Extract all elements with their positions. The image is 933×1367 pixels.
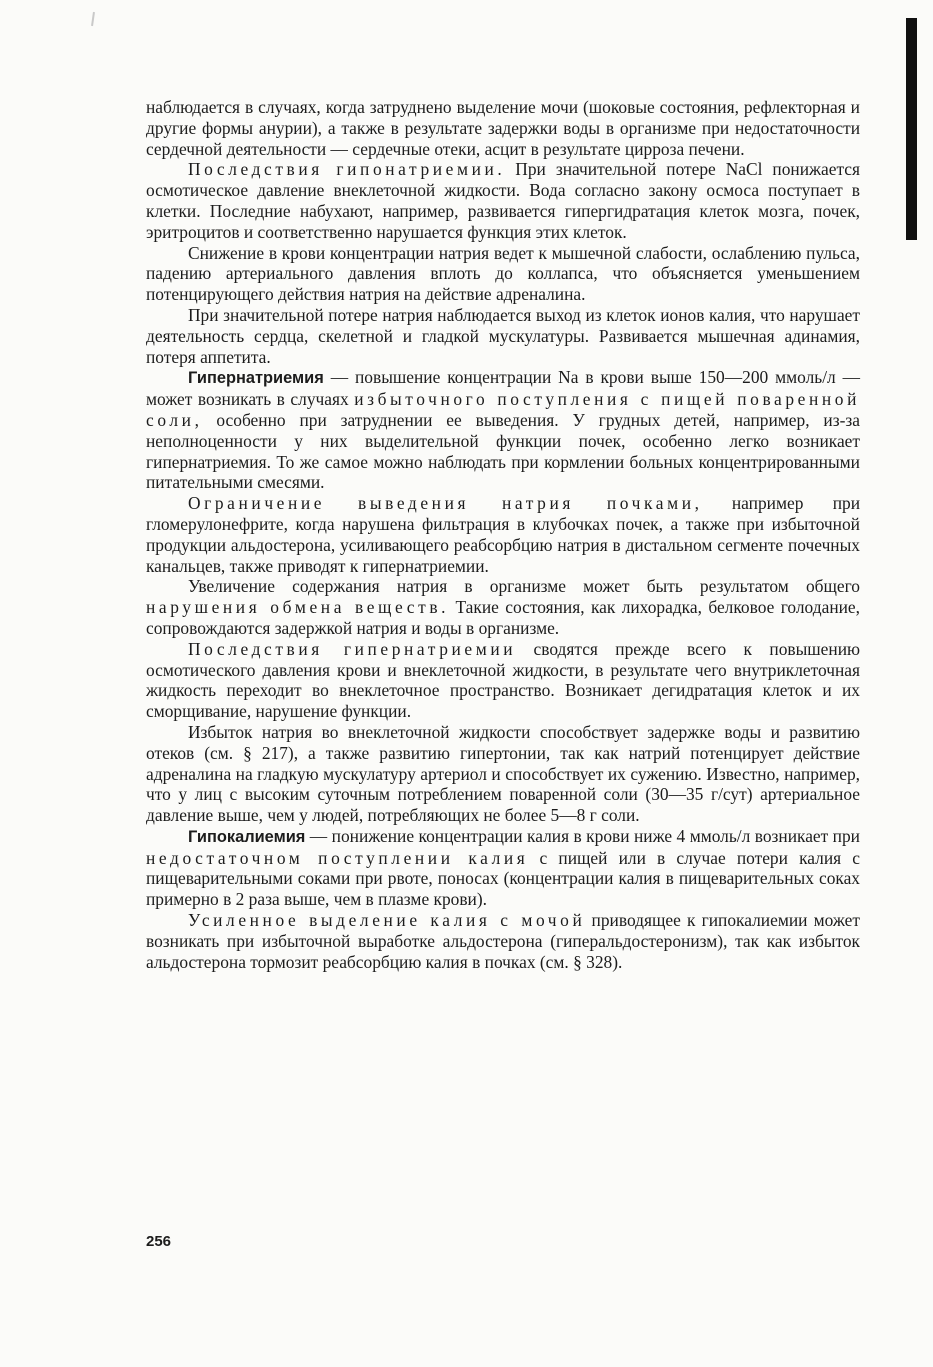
paragraph — [146, 722, 860, 826]
text-run: например при гломерулонефрите, когда нарушена фильтрация в клубочках почек, а также при избыточной продукции альдостерона, усиливающего реабсорбцию натрия в дистальном сегменте почечных канальцев, также приводят к гипернатриемии. — [146, 493, 861, 576]
paragraph — [146, 576, 860, 638]
scan-edge-bar — [906, 18, 917, 240]
text-run: с пищей или в случае потери калия с пищеварительными соками при рвоте, поносах (концентрации калия в пищеварительных соках примерно в 2 раза выше, чем в плазме крови). — [146, 847, 860, 910]
text-run: — повышение концентрации Na в крови выше 150—200 ммоль/л — может возникать в случаях — [146, 367, 860, 410]
text-run: Избыток натрия во внеклеточной жидкости способствует задержке воды и развитию отеков (см. § 217), а также развитию гипертонии, так как натрий потенцирует действие адреналина на гладкую мускулатуру артериол и способствует их сужению. Известно, например, что у лиц с высоким суточным потреблением поваренной соли (30—35 г/сут) артериальное давление выше, чем у людей, потребляющих не более 5—8 г соли. — [146, 721, 860, 826]
scan-mark — [91, 12, 95, 26]
paragraph — [146, 305, 860, 367]
spaced-emphasis: избыточного поступления с пищей поваренной соли, — [146, 389, 860, 430]
paragraph — [146, 243, 860, 305]
paragraph — [146, 826, 860, 910]
spaced-emphasis: Ограничение выведения натрия почками, — [188, 493, 703, 514]
text-run: При значительной потере натрия наблюдается выход из клеток ионов калия, что нарушает деятельность сердца, скелетной и гладкой мускулатуры. Развивается мышечная адинамия, потеря аппетита. — [146, 304, 860, 367]
term-heading: Гипокалиемия — [188, 827, 306, 846]
text-run: При значительной потере NaCl понижается осмотическое давление внеклеточной жидкости. Вода согласно закону осмоса поступает в клетки. Последние набухают, например, развивается гипергидратация клеток мозга, почек, эритроцитов и соответственно нарушается функция этих клеток. — [146, 159, 860, 242]
text-run: наблюдается в случаях, когда затруднено выделение мочи (шоковые состояния, рефлекторная и другие формы анурии), а также в результате задержки воды в организме при недостаточности сердечной деятельности — сердечные отеки, асцит в результате цирроза печени. — [146, 97, 860, 159]
paragraph — [146, 159, 860, 242]
text-run: сводятся прежде всего к повышению осмотического давления крови и внеклеточной жидкости, в результате чего внутриклеточная жидкость переходит во внеклеточное пространство. Возникает дегидратация клеток и их сморщивание, нарушение функции. — [146, 638, 861, 722]
text-run: Увеличение содержания натрия в организме может быть результатом общего — [188, 576, 860, 597]
paragraph — [146, 639, 860, 722]
paragraph — [146, 910, 860, 972]
page-number: 256 — [146, 1233, 172, 1250]
spaced-emphasis: нарушения обмена веществ. — [146, 597, 450, 618]
term-heading: Гипернатриемия — [188, 369, 324, 388]
spaced-emphasis: недостаточном поступлении калия — [146, 847, 529, 868]
text-run: Такие состояния, как лихорадка, белковое голодание, сопровождаются задержкой натрия и воды в организме. — [146, 597, 860, 638]
paragraph — [146, 493, 860, 576]
spaced-emphasis: Последствия гипонатриемии. — [188, 159, 506, 180]
text-run: особенно при затруднении ее выведения. У грудных детей, например, из-за неполноценности у них выделительной функции почек, особенно легко возникает гипернатриемия. То же самое можно наблюдать при кормлении больных концентрированными питательными смесями. — [146, 409, 860, 493]
text-run: — понижение концентрации калия в крови ниже 4 ммоль/л возникает при — [305, 825, 860, 846]
paragraph — [146, 97, 860, 159]
text-run: Снижение в крови концентрации натрия ведет к мышечной слабости, ослаблению пульса, падению артериального давления вплоть до коллапса, что объясняется уменьшением потенцирующего действия натрия на действие адреналина. — [146, 242, 860, 305]
spaced-emphasis: Последствия гипернатриемии — [188, 638, 517, 659]
paragraph — [146, 367, 860, 493]
spaced-emphasis: Усиленное выделение калия с мочой — [188, 910, 586, 931]
text-run: приводящее к гипокалиемии может возникать при избыточной выработке альдостерона (гиперальдостеронизм), так как избыток альдостерона тормозит реабсорбцию калия в почках (см. § 328). — [146, 910, 860, 972]
body-text — [146, 97, 860, 972]
